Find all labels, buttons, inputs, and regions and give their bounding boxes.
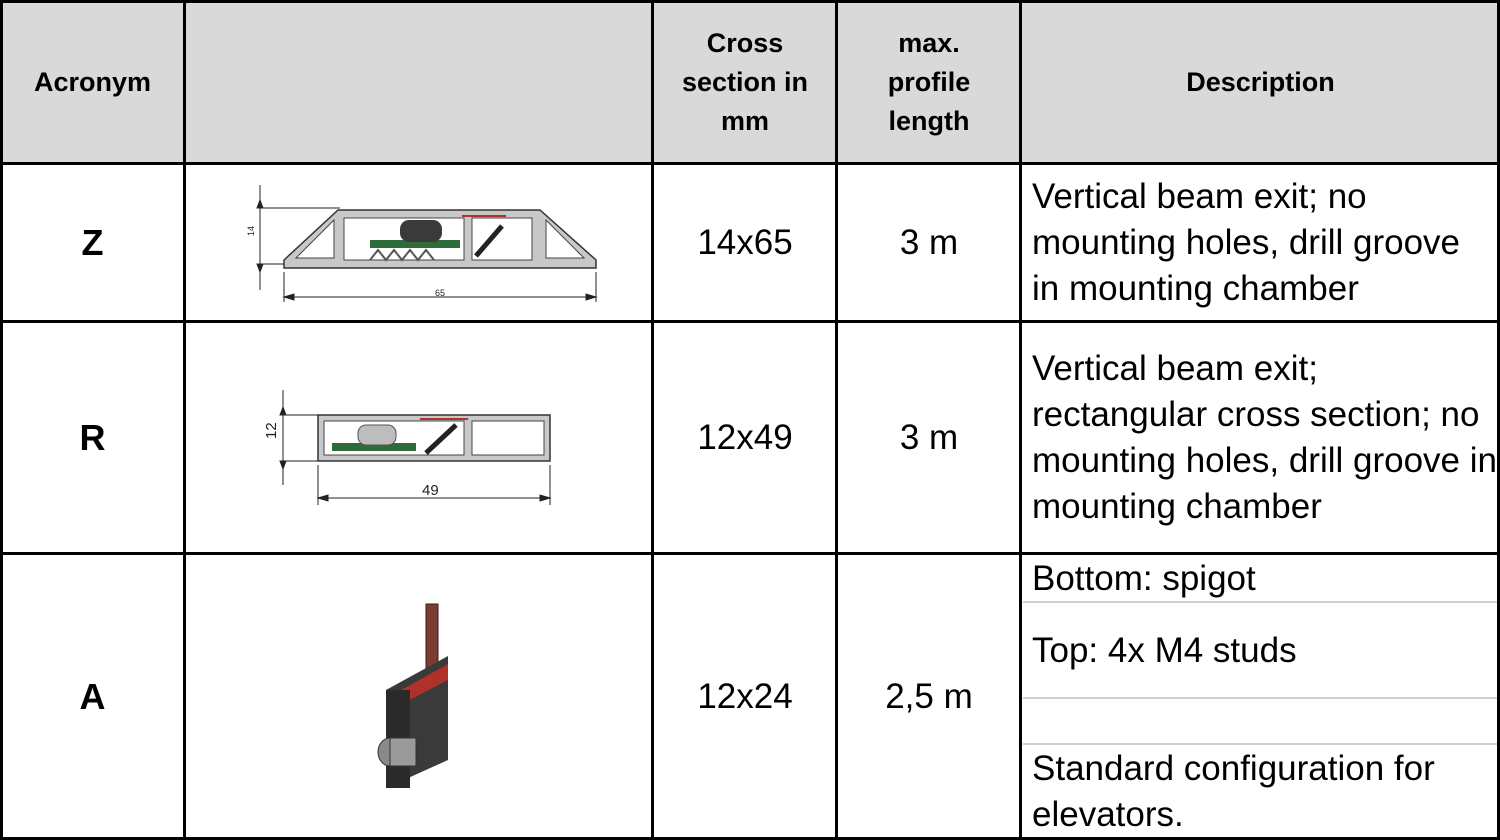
row-r-description [1021,322,1500,554]
header-description-text: Description [1186,66,1335,97]
cross-section-value: 12x49 [697,418,793,457]
row-z-acronym [0,164,185,322]
row-a-description-line-4 [1021,745,1500,838]
max-length-value: 2,5 m [885,677,973,716]
row-r-cross-section [653,322,837,554]
header-acronym [0,0,185,164]
table-border [0,0,1500,3]
row-a-description-line-1 [1021,556,1500,602]
sub-row-divider [1023,743,1498,745]
description-text: Vertical beam exit; rectangular cross section; no mounting holes, drill groove in mounting chamber [1032,349,1497,526]
row-r-max-length [837,322,1021,554]
row-a-max-length [837,554,1021,840]
max-length-value: 3 m [899,223,959,262]
dim-height-label: 12 [263,422,280,439]
profile-r-drawing [250,385,570,507]
max-length-value: 3 m [899,418,959,457]
row-z-cross-section [653,164,837,322]
row-a-description-line-2 [1021,603,1500,698]
row-r-acronym [0,322,185,554]
table-border [1019,0,1022,840]
header-max-length-text: max. profile length [887,27,971,136]
profile-z-drawing [240,180,610,305]
table-border [183,0,186,840]
acronym-text: Z [81,222,104,263]
acronym-text: R [79,417,106,458]
header-description [1021,0,1500,164]
dim-width-label: 49 [422,482,439,499]
header-max-length [837,0,1021,164]
profile-r-body [318,415,550,461]
table-border [651,0,654,840]
dim-width-label: 65 [435,288,446,298]
description-text: Vertical beam exit; no mounting holes, drill groove in mounting chamber [1032,177,1461,308]
description-line: Bottom: spigot [1032,559,1256,598]
profile-a-drawing [360,598,460,790]
sub-row-divider [1023,601,1498,603]
cross-section-value: 14x65 [697,223,793,262]
row-z-description [1021,164,1500,322]
header-cross-section [653,0,837,164]
table-border [0,552,1500,555]
header-image [185,0,653,164]
row-a-cross-section [653,554,837,840]
table-border [0,320,1500,323]
description-line: Top: 4x M4 studs [1032,630,1297,670]
table-border [0,162,1500,165]
row-a-acronym [0,554,185,840]
table-border [0,0,3,840]
header-cross-section-text: Cross section in mm [681,27,809,136]
cross-section-value: 12x24 [697,677,793,716]
table-border [835,0,838,840]
acronym-text: A [79,676,106,717]
sub-row-divider [1023,697,1498,699]
dim-height-label: 14 [246,225,256,236]
profile-a-body [378,604,448,788]
header-acronym-text: Acronym [33,66,152,97]
profile-z-body [284,210,596,268]
row-z-max-length [837,164,1021,322]
description-line: Standard configuration for elevators. [1032,748,1435,834]
row-a-description-line-3 [1021,699,1500,744]
